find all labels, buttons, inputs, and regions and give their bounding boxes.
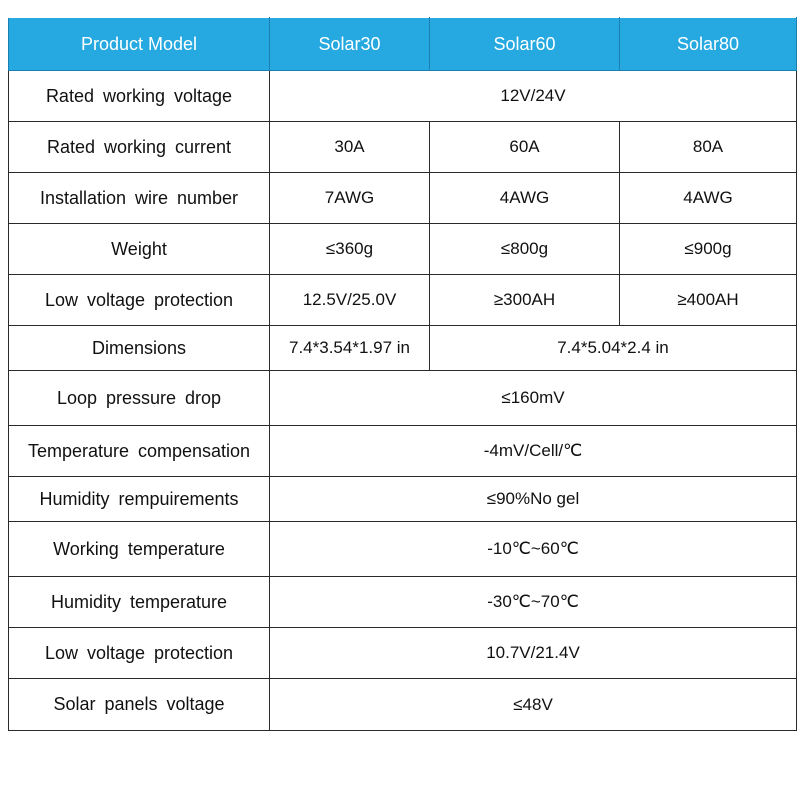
cell-solar60: 4AWG [430, 173, 620, 224]
cell-solar30: 7AWG [270, 173, 430, 224]
row-label: Working temperature [9, 522, 270, 577]
product-spec-table [8, 17, 797, 731]
row-label: Solar panels voltage [9, 679, 270, 731]
row-label: Temperature compensation [9, 426, 270, 477]
table-row [9, 326, 797, 371]
table-row [9, 224, 797, 275]
row-value: ≤48V [270, 679, 797, 731]
cell-solar30: 12.5V/25.0V [270, 275, 430, 326]
table-row [9, 173, 797, 224]
row-label: Installation wire number [9, 173, 270, 224]
cell-solar60: ≤800g [430, 224, 620, 275]
table-row [9, 477, 797, 522]
row-label: Low voltage protection [9, 275, 270, 326]
row-label: Humidity temperature [9, 577, 270, 628]
row-label: Loop pressure drop [9, 371, 270, 426]
cell-solar80: ≤900g [620, 224, 797, 275]
header-product-model: Product Model [9, 18, 270, 71]
row-value: -30℃~70℃ [270, 577, 797, 628]
table-row [9, 426, 797, 477]
table-row [9, 577, 797, 628]
row-value: -4mV/Cell/℃ [270, 426, 797, 477]
cell-solar80: 4AWG [620, 173, 797, 224]
table-row [9, 122, 797, 173]
row-value: -10℃~60℃ [270, 522, 797, 577]
cell-solar80: ≥400AH [620, 275, 797, 326]
cell-solar80: 80A [620, 122, 797, 173]
table-row [9, 522, 797, 577]
row-label: Humidity rempuirements [9, 477, 270, 522]
row-value: ≤160mV [270, 371, 797, 426]
row-label: Low voltage protection [9, 628, 270, 679]
cell-solar60: ≥300AH [430, 275, 620, 326]
table-row [9, 275, 797, 326]
header-row [9, 18, 797, 71]
cell-solar30: ≤360g [270, 224, 430, 275]
table-row [9, 71, 797, 122]
row-value: ≤90%No gel [270, 477, 797, 522]
row-label: Weight [9, 224, 270, 275]
cell-solar60-solar80: 7.4*5.04*2.4 in [430, 326, 797, 371]
table-row [9, 371, 797, 426]
row-label: Rated working voltage [9, 71, 270, 122]
cell-solar30: 30A [270, 122, 430, 173]
cell-solar60: 60A [430, 122, 620, 173]
row-value: 10.7V/21.4V [270, 628, 797, 679]
row-value: 12V/24V [270, 71, 797, 122]
header-model-solar30: Solar30 [270, 18, 430, 71]
table-row [9, 679, 797, 731]
cell-solar30: 7.4*3.54*1.97 in [270, 326, 430, 371]
row-label: Rated working current [9, 122, 270, 173]
table-row [9, 628, 797, 679]
header-model-solar80: Solar80 [620, 18, 797, 71]
header-model-solar60: Solar60 [430, 18, 620, 71]
row-label: Dimensions [9, 326, 270, 371]
